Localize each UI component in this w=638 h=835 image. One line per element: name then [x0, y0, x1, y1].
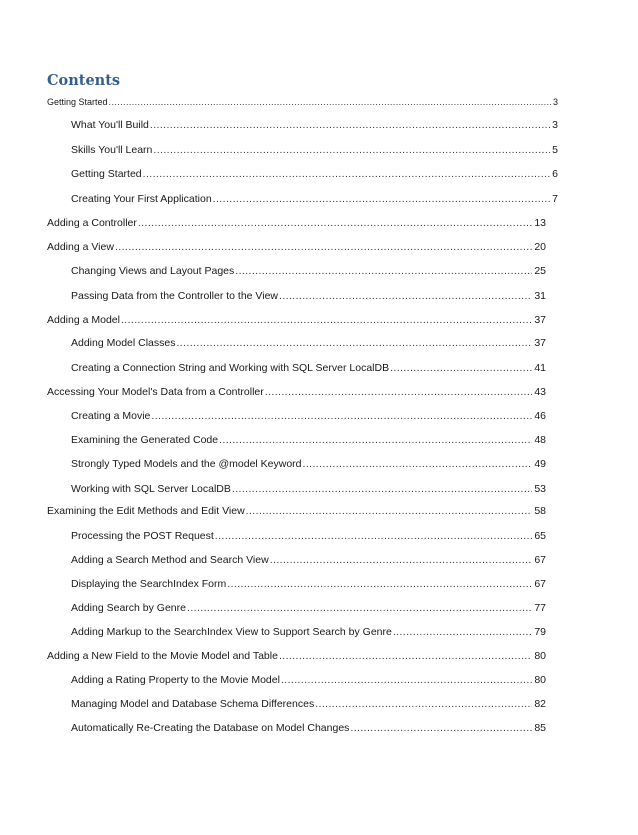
- toc-entry-title: Managing Model and Database Schema Differences: [71, 698, 315, 710]
- dot-leader: [109, 95, 551, 109]
- dot-leader: [115, 240, 532, 254]
- dot-leader: [279, 649, 532, 663]
- toc-page-number: 3: [552, 97, 558, 107]
- toc-entry-title: Examining the Edit Methods and Edit View: [47, 505, 245, 517]
- toc-page-number: 80: [534, 674, 546, 686]
- toc-entry-title: Adding Search by Genre: [71, 602, 186, 614]
- toc-page-number: 5: [552, 144, 558, 156]
- dot-leader: [270, 553, 533, 567]
- toc-entry[interactable]: [71, 167, 558, 181]
- toc-page-number: 37: [534, 337, 546, 349]
- toc-entry-title: Getting Started: [47, 97, 108, 107]
- dot-leader: [143, 167, 551, 181]
- toc-entry-title: Creating Your First Application: [71, 193, 212, 205]
- toc-page-number: 58: [534, 505, 546, 517]
- toc-page-number: 13: [534, 217, 546, 229]
- toc-entry[interactable]: [71, 673, 546, 687]
- dot-leader: [279, 289, 532, 303]
- toc-entry-title: Adding a Search Method and Search View: [71, 554, 269, 566]
- toc-entry[interactable]: [71, 721, 546, 735]
- dot-leader: [303, 457, 533, 471]
- toc-entry-title: Changing Views and Layout Pages: [71, 265, 235, 277]
- dot-leader: [265, 385, 533, 399]
- dot-leader: [150, 118, 550, 132]
- toc-entry[interactable]: [47, 216, 546, 230]
- toc-entry[interactable]: [71, 457, 546, 471]
- toc-entry-title: Adding a New Field to the Movie Model and Table: [47, 650, 278, 662]
- toc-entry[interactable]: [71, 143, 558, 157]
- toc-entry-title: Skills You'll Learn: [71, 144, 153, 156]
- toc-page-number: 31: [534, 290, 546, 302]
- dot-leader: [219, 433, 532, 447]
- dot-leader: [246, 504, 533, 518]
- toc-entry-title: Working with SQL Server LocalDB: [71, 483, 231, 495]
- toc-entry-title: Examining the Generated Code: [71, 434, 219, 446]
- toc-page-number: 48: [534, 434, 546, 446]
- toc-page-number: 67: [534, 554, 546, 566]
- toc-page-number: 79: [534, 626, 546, 638]
- toc-page-number: 65: [534, 530, 546, 542]
- toc-entry[interactable]: [47, 504, 546, 518]
- toc-heading: Contents: [47, 72, 121, 89]
- toc-entry-title: What You'll Build: [71, 119, 149, 131]
- toc-entry[interactable]: [71, 482, 546, 496]
- dot-leader: [213, 192, 550, 206]
- toc-entry[interactable]: [47, 95, 558, 109]
- toc-entry-title: Getting Started: [71, 168, 142, 180]
- toc-page-number: 46: [534, 410, 546, 422]
- toc-entry-title: Strongly Typed Models and the @model Keyword: [71, 458, 302, 470]
- toc-entry-title: Adding a Model: [47, 314, 120, 326]
- toc-page-number: 6: [552, 168, 558, 180]
- dot-leader: [235, 264, 532, 278]
- dot-leader: [215, 529, 533, 543]
- toc-page-number: 49: [534, 458, 546, 470]
- toc-page-number: 37: [534, 314, 546, 326]
- toc-entry[interactable]: [71, 361, 546, 375]
- toc-entry[interactable]: [71, 601, 546, 615]
- toc-entry[interactable]: [71, 264, 546, 278]
- toc-entry-title: Adding Model Classes: [71, 337, 176, 349]
- toc-page-number: 43: [534, 386, 546, 398]
- dot-leader: [187, 601, 532, 615]
- toc-page-number: 3: [552, 119, 558, 131]
- toc-page-number: 7: [552, 193, 558, 205]
- toc-page-number: 53: [534, 483, 546, 495]
- toc-entry[interactable]: [47, 240, 546, 254]
- toc-page-number: 41: [534, 362, 546, 374]
- toc-entry[interactable]: [71, 409, 546, 423]
- toc-entry[interactable]: [47, 649, 546, 663]
- toc-entry-title: Accessing Your Model's Data from a Controller: [47, 386, 264, 398]
- dot-leader: [151, 409, 532, 423]
- dot-leader: [350, 721, 532, 735]
- toc-entry[interactable]: [71, 192, 558, 206]
- toc-entry-title: Creating a Movie: [71, 410, 151, 422]
- toc-page-number: 77: [534, 602, 546, 614]
- toc-entry[interactable]: [71, 697, 546, 711]
- toc-entry[interactable]: [71, 336, 546, 350]
- toc-page-number: 25: [534, 265, 546, 277]
- dot-leader: [121, 313, 532, 327]
- toc-page-number: 67: [534, 578, 546, 590]
- toc-entry-title: Adding Markup to the SearchIndex View to Support Search by Genre: [71, 626, 392, 638]
- dot-leader: [393, 625, 532, 639]
- toc-entry-title: Automatically Re-Creating the Database on Model Changes: [71, 722, 350, 734]
- toc-entry-title: Adding a Controller: [47, 217, 137, 229]
- dot-leader: [153, 143, 550, 157]
- toc-entry[interactable]: [71, 577, 546, 591]
- dot-leader: [315, 697, 532, 711]
- dot-leader: [176, 336, 532, 350]
- toc-page-number: 80: [534, 650, 546, 662]
- toc-entry[interactable]: [71, 625, 546, 639]
- dot-leader: [227, 577, 532, 591]
- toc-page-number: 82: [534, 698, 546, 710]
- toc-entry[interactable]: [71, 118, 558, 132]
- toc-entry-title: Creating a Connection String and Working with SQL Server LocalDB: [71, 362, 390, 374]
- dot-leader: [138, 216, 532, 230]
- toc-entry-title: Passing Data from the Controller to the View: [71, 290, 278, 302]
- toc-page-number: 20: [534, 241, 546, 253]
- dot-leader: [390, 361, 532, 375]
- toc-entry-title: Adding a View: [47, 241, 114, 253]
- toc-entry[interactable]: [71, 553, 546, 567]
- toc-entry-title: Adding a Rating Property to the Movie Model: [71, 674, 280, 686]
- toc-entry-title: Displaying the SearchIndex Form: [71, 578, 227, 590]
- dot-leader: [232, 482, 532, 496]
- toc-entry[interactable]: [71, 433, 546, 447]
- toc-entry[interactable]: [71, 289, 546, 303]
- toc-entry-title: Processing the POST Request: [71, 530, 214, 542]
- toc-entry[interactable]: [47, 313, 546, 327]
- dot-leader: [281, 673, 532, 687]
- toc-page-number: 85: [534, 722, 546, 734]
- toc-entry[interactable]: [47, 385, 546, 399]
- toc-entry[interactable]: [71, 529, 546, 543]
